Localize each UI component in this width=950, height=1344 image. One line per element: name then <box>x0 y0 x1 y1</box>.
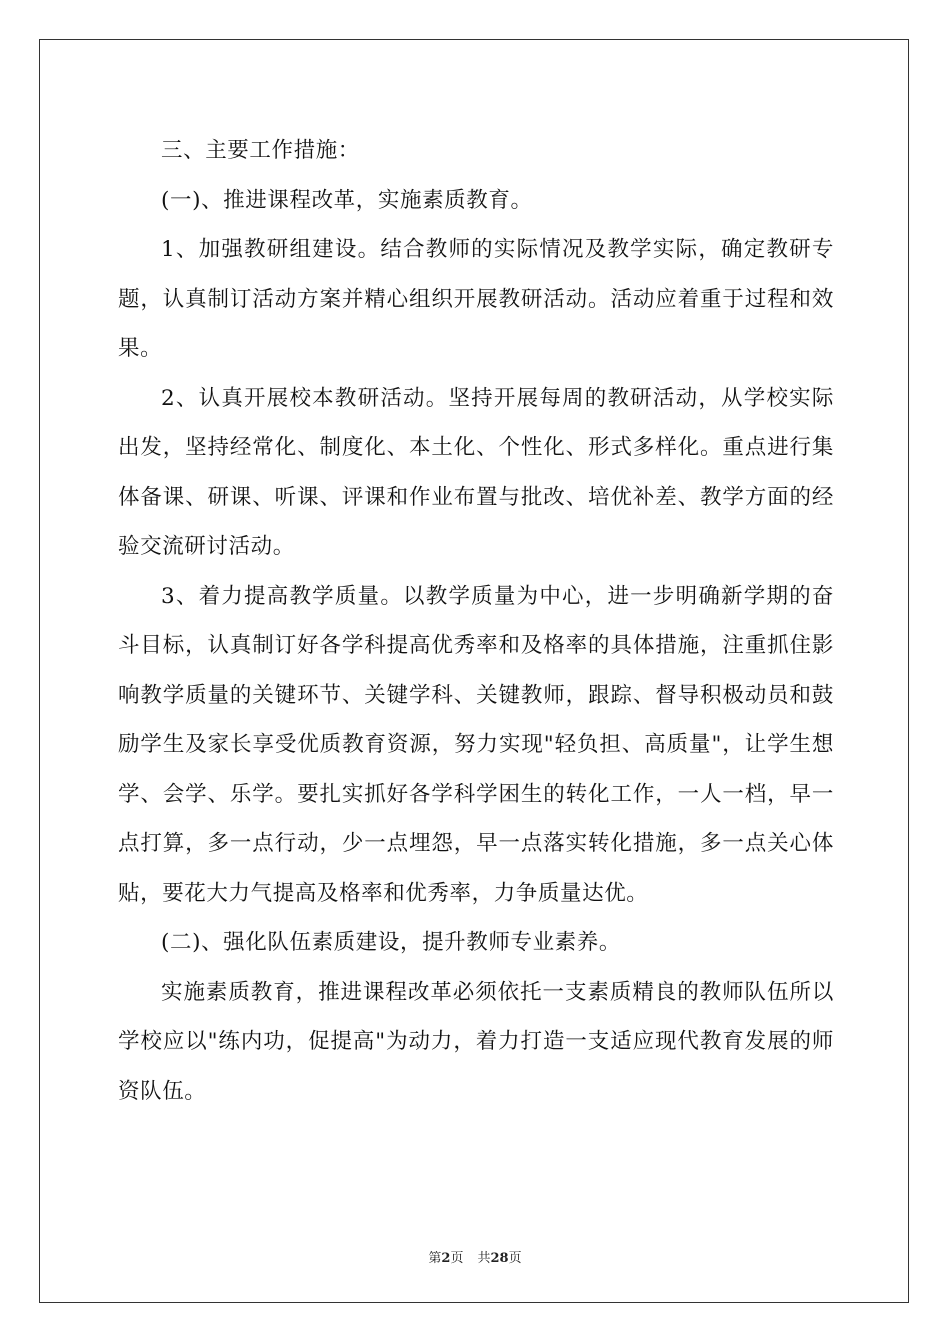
paragraph: 1、加强教研组建设。结合教师的实际情况及教学实际，确定教研专题，认真制订活动方案并精心组织开展教研活动。活动应着重于过程和效果。 <box>118 237 834 361</box>
total-pages: 28 <box>490 1251 509 1266</box>
document-body <box>118 126 834 1116</box>
paragraph: 实施素质教育，推进课程改革必须依托一支素质精良的教师队伍所以学校应以"练内功，促提高"为动力，着力打造一支适应现代教育发展的师资队伍。 <box>118 979 834 1104</box>
total-label-suffix: 页 <box>508 1251 522 1266</box>
page-number: 2 <box>441 1251 451 1266</box>
total-label-prefix: 共 <box>477 1251 491 1266</box>
page-label-prefix: 第 <box>428 1251 442 1266</box>
subsection-heading: (二)、强化队伍素质建设，提升教师专业素养。 <box>161 930 621 955</box>
page-footer <box>0 1247 950 1266</box>
paragraph: 2、认真开展校本教研活动。坚持开展每周的教研活动，从学校实际出发，坚持经常化、制度化、本土化、个性化、形式多样化。重点进行集体备课、研课、听课、评课和作业布置与批改、培优补差、教学方面的经验交流研讨活动。 <box>118 385 834 559</box>
subsection-heading: (一)、推进课程改革，实施素质教育。 <box>161 187 533 213</box>
paragraph: 3、着力提高教学质量。以教学质量为中心，进一步明确新学期的奋斗目标，认真制订好各学科提高优秀率和及格率的具体措施，注重抓住影响教学质量的关键环节、关键学科、关键教师，跟踪、督导积极动员和鼓励学生及家长享受优质教育资源，努力实现"轻负担、高质量"，让学生想学、会学、乐学。要扎实抓好各学科学困生的转化工作，一人一档，早一点打算，多一点行动，少一点埋怨，早一点落实转化措施，多一点关心体贴，要花大力气提高及格率和优秀率，力争质量达优。 <box>118 583 834 906</box>
page-label-suffix: 页 <box>450 1251 464 1266</box>
section-heading: 三、主要工作措施： <box>161 138 360 163</box>
